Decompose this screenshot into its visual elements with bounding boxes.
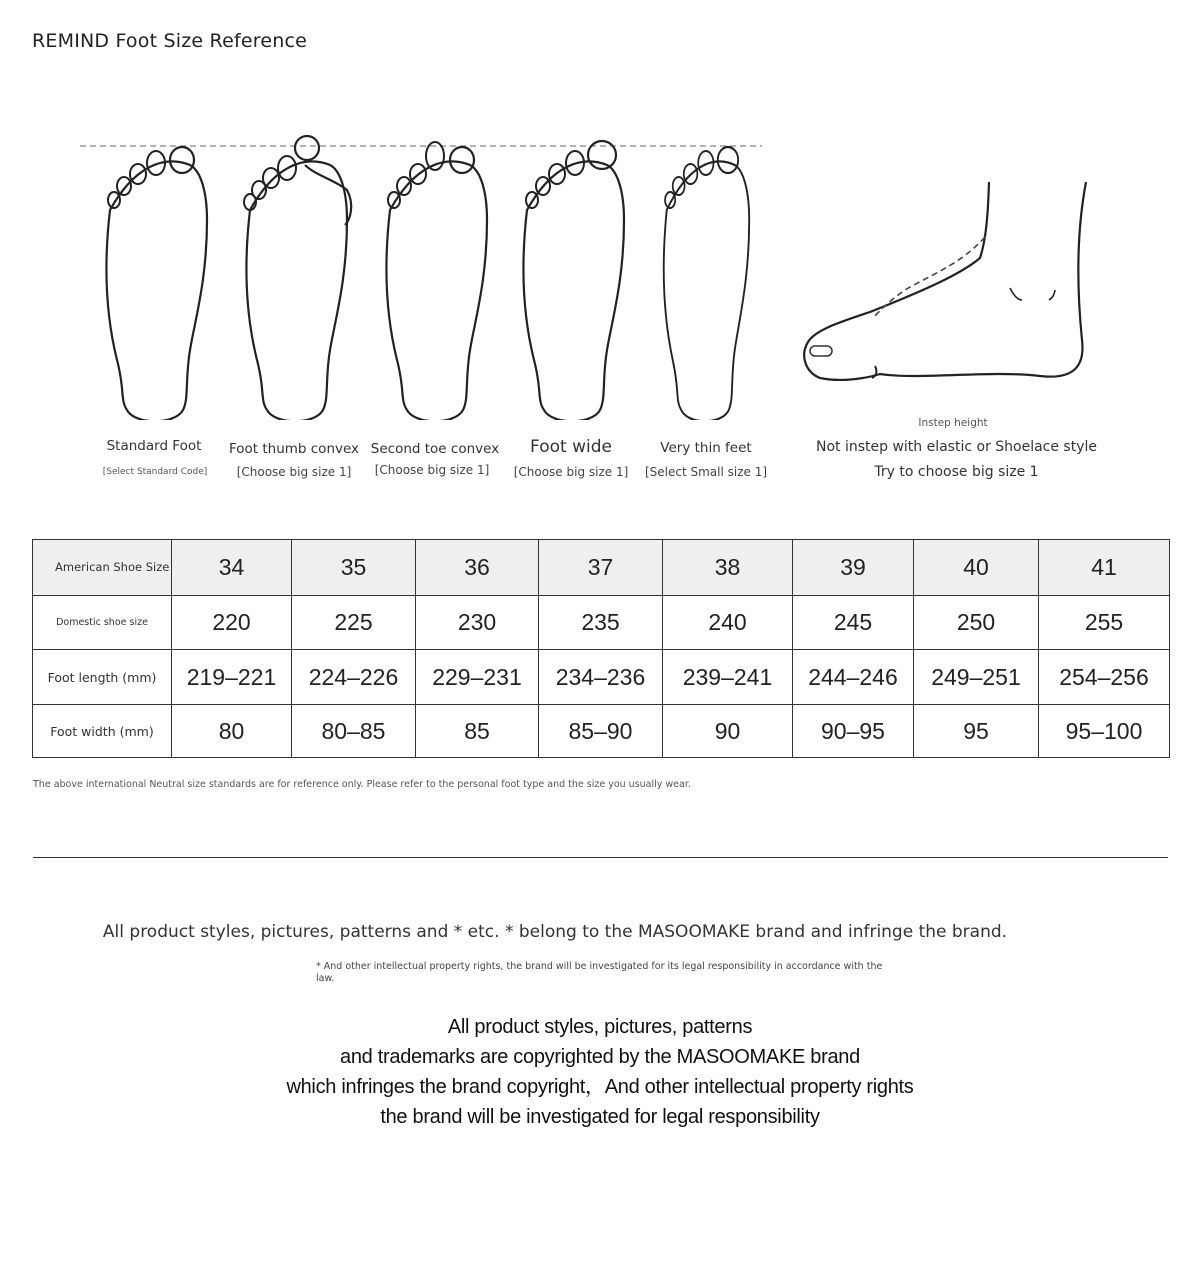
very-thin-feet-icon [664, 147, 749, 420]
instep-label: Not instep with elastic or Shoelace style [815, 439, 1098, 455]
table-cell: 255 [1039, 596, 1170, 650]
copyright-subnote: * And other intellectual property rights, the brand will be investigated for its legal responsibility in accordance with the law. [316, 961, 883, 984]
foot-type-illustrations [0, 120, 1200, 420]
table-cell: 85–90 [539, 705, 663, 758]
table-cell: 220 [172, 596, 292, 650]
table-cell: 41 [1039, 540, 1170, 596]
row-header: Foot length (mm) [33, 650, 172, 705]
table-cell: 250 [914, 596, 1039, 650]
row-header: Domestic shoe size [33, 596, 172, 650]
table-cell: 40 [914, 540, 1039, 596]
foot-type-note-standard: [Select Standard Code] [102, 467, 208, 477]
table-cell: 35 [292, 540, 416, 596]
table-cell: 36 [416, 540, 539, 596]
table-row-domestic-size [33, 596, 1170, 650]
copyright-line: All product styles, pictures, patterns and * etc. * belong to the MASOOMAKE brand and infringe the brand. [102, 922, 1008, 942]
table-cell: 245 [793, 596, 914, 650]
table-row-foot-width [33, 705, 1170, 758]
foot-type-note-second-toe-convex: [Choose big size 1] [374, 463, 490, 477]
table-cell: 249–251 [914, 650, 1039, 705]
table-cell: 224–226 [292, 650, 416, 705]
instep-height-caption: Instep height [918, 417, 988, 429]
table-cell: 90 [663, 705, 793, 758]
copyright-block-line: and trademarks are copyrighted by the MASOOMAKE brand [340, 1046, 860, 1068]
table-cell: 254–256 [1039, 650, 1170, 705]
table-cell: 85 [416, 705, 539, 758]
foot-wide-icon [523, 141, 624, 420]
foot-type-label-second-toe-convex: Second toe convex [370, 441, 500, 457]
foot-type-label-very-thin: Very thin feet [660, 440, 752, 456]
instep-side-view-icon [804, 182, 1086, 380]
table-cell: 37 [539, 540, 663, 596]
table-row-foot-length [33, 650, 1170, 705]
copyright-block [200, 1012, 1000, 1132]
instep-note: Try to choose big size 1 [874, 464, 1039, 480]
copyright-block-line: the brand will be investigated for legal responsibility [380, 1106, 820, 1128]
table-row-american-size [33, 540, 1170, 596]
foot-type-note-thumb-convex: [Choose big size 1] [236, 465, 352, 479]
foot-type-note-foot-wide: [Choose big size 1] [513, 465, 629, 479]
foot-type-label-foot-wide: Foot wide [530, 437, 612, 457]
divider [33, 857, 1168, 858]
table-cell: 39 [793, 540, 914, 596]
table-cell: 229–231 [416, 650, 539, 705]
table-cell: 235 [539, 596, 663, 650]
table-cell: 95–100 [1039, 705, 1170, 758]
table-cell: 234–236 [539, 650, 663, 705]
table-cell: 244–246 [793, 650, 914, 705]
table-cell: 34 [172, 540, 292, 596]
foot-type-note-very-thin: [Select Small size 1] [644, 465, 768, 479]
table-cell: 219–221 [172, 650, 292, 705]
table-cell: 80–85 [292, 705, 416, 758]
foot-type-label-thumb-convex: Foot thumb convex [228, 441, 360, 457]
table-cell: 95 [914, 705, 1039, 758]
table-cell: 225 [292, 596, 416, 650]
foot-thumb-convex-icon [244, 136, 351, 420]
table-cell: 80 [172, 705, 292, 758]
table-cell: 240 [663, 596, 793, 650]
reference-note: The above international Neutral size standards are for reference only. Please refer to the personal foot type and the size you usually wear. [33, 779, 691, 790]
copyright-block-line: which infringes the brand copyright，And other intellectual property rights [286, 1076, 914, 1098]
foot-type-label-standard: Standard Foot [106, 438, 202, 454]
row-header: American Shoe Size [33, 540, 172, 596]
table-cell: 230 [416, 596, 539, 650]
standard-foot-icon [106, 147, 207, 420]
table-cell: 239–241 [663, 650, 793, 705]
table-cell: 38 [663, 540, 793, 596]
second-toe-convex-icon [386, 142, 487, 420]
size-chart-table [32, 539, 1170, 758]
row-header: Foot width (mm) [33, 705, 172, 758]
copyright-block-line: All product styles, pictures, patterns [447, 1016, 753, 1038]
page-title: REMIND Foot Size Reference [32, 30, 307, 52]
table-cell: 90–95 [793, 705, 914, 758]
